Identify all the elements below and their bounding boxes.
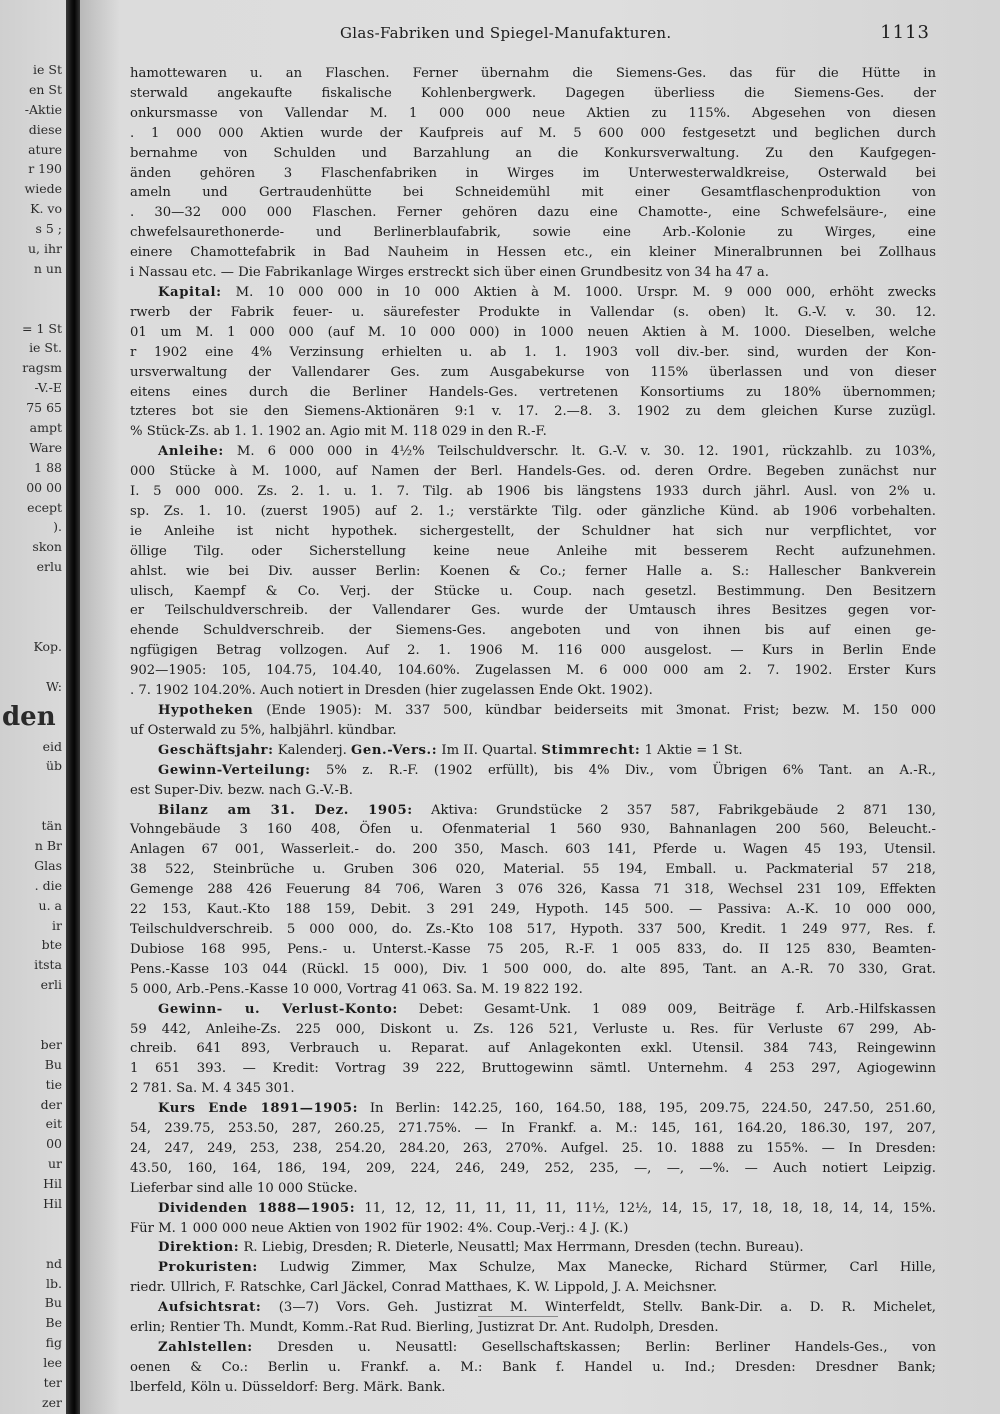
fragment-line: diese bbox=[28, 121, 62, 137]
text-run: lberfeld, Köln u. Düsseldorf: Berg. Märk. Bank. bbox=[130, 1379, 446, 1395]
text-run: 01 um M. 1 000 000 (auf M. 10 000 000) in 1000 neuen Aktien à M. 1000. Dieselben, welche bbox=[130, 324, 936, 340]
text-run: est Super-Div. bezw. nach G.-V.-B. bbox=[130, 782, 353, 798]
fragment-line bbox=[0, 279, 64, 299]
text-run: Dubiose 168 995, Pens.- u. Unterst.-Kasse 75 205, R.-F. 1 005 833, do. II 125 830, Beamten- bbox=[130, 941, 936, 957]
text-run: i Nassau etc. — Die Fabrikanlage Wirges erstreckt sich über einen Grundbesitz von 34 ha 47 a. bbox=[130, 265, 769, 281]
section-heading: Dividenden 1888—1905: bbox=[158, 1200, 356, 1216]
text-line bbox=[130, 164, 936, 184]
text-line bbox=[130, 1199, 936, 1219]
text-line bbox=[130, 502, 936, 522]
text-run: . 30—32 000 000 Flaschen. Ferner gehören dazu eine Chamotte-, eine Schwefelsäure-, eine bbox=[130, 205, 936, 221]
text-run: öllige Tilg. oder Sicherstellung keine neue Anleihe mit besserem Recht aufzunehmen. bbox=[130, 543, 936, 559]
text-run: 59 442, Anleihe-Zs. 225 000, Diskont u. Zs. 126 521, Verluste u. Res. für Verluste 67 299, Ab- bbox=[130, 1021, 936, 1037]
text-run: änden gehören 3 Flaschenfabriken in Wirges im Unterwesterwaldkreise, Osterwald bei bbox=[130, 165, 936, 181]
text-line bbox=[130, 1119, 936, 1139]
fragment-line bbox=[0, 796, 64, 816]
text-line bbox=[130, 84, 936, 104]
fragment-line: u. a bbox=[38, 897, 62, 913]
fragment-line bbox=[0, 577, 64, 597]
text-run: 5 000, Arb.-Pens.-Kasse 10 000, Vortrag 41 063. Sa. M. 19 822 192. bbox=[130, 981, 583, 997]
fragment-line: Hil bbox=[43, 1195, 62, 1211]
text-run: ameln und Gertraudenhütte bei Schneidemühl mit einer Gesamtflaschenproduktion von bbox=[130, 185, 936, 201]
text-run: erlin; Rentier Th. Mundt, Komm.-Rat Rud. Bierling, Justizrat Dr. Ant. Rudolph, Dresden. bbox=[130, 1320, 719, 1336]
text-line bbox=[130, 960, 936, 980]
book-gutter bbox=[66, 0, 80, 1414]
fragment-line: = 1 St bbox=[22, 320, 62, 336]
text-run: uf Osterwald zu 5%, halbjährl. kündbar. bbox=[130, 722, 397, 738]
fragment-line: den bbox=[2, 701, 56, 732]
text-line bbox=[130, 1378, 936, 1398]
fragment-line: ecept bbox=[27, 499, 62, 515]
fragment-line: erlu bbox=[36, 559, 62, 575]
running-title: Glas-Fabriken und Spiegel-Manufakturen. bbox=[340, 24, 672, 42]
fragment-line: 75 65 bbox=[26, 400, 62, 416]
text-line bbox=[130, 1238, 936, 1258]
text-line bbox=[130, 64, 936, 84]
text-line bbox=[130, 263, 936, 283]
text-line bbox=[130, 1099, 936, 1119]
page-header bbox=[130, 22, 930, 48]
fragment-line: eid bbox=[42, 738, 62, 754]
text-run: Teilschuldverschreib. 5 000 000, do. Zs.-Kto 108 517, Hypoth. 337 500, Kredit. 1 249 977, Res. f. bbox=[130, 921, 936, 937]
fragment-line bbox=[0, 597, 64, 617]
text-run: ehende Schuldverschreib. der Siemens-Ges. angeboten und von ihnen bis auf einen ge- bbox=[130, 623, 936, 639]
fragment-line: Kop. bbox=[33, 638, 62, 654]
text-line bbox=[130, 1338, 936, 1358]
text-run: Vohngebäude 3 160 408, Öfen u. Ofenmaterial 1 560 930, Bahnanlagen 200 560, Beleucht.- bbox=[130, 822, 936, 838]
text-line bbox=[130, 1159, 936, 1179]
page-number: 1113 bbox=[880, 22, 930, 43]
text-line bbox=[130, 801, 936, 821]
text-run: 43.50, 160, 164, 186, 194, 209, 224, 246, 249, 252, 235, —, —, —%. — Auch notiert Leipzig. bbox=[130, 1160, 936, 1176]
text-run: ngfügigen Betrag vollzogen. Auf 2. 1. 1906 M. 116 000 ausgelost. — Kurs in Berlin Ende bbox=[130, 643, 936, 659]
text-line bbox=[130, 721, 936, 741]
text-line bbox=[130, 840, 936, 860]
text-line bbox=[130, 323, 936, 343]
fragment-line bbox=[0, 657, 64, 677]
fragment-line: ur bbox=[47, 1156, 62, 1172]
text-run: 1 Aktie = 1 St. bbox=[640, 742, 743, 758]
fragment-line bbox=[0, 1214, 64, 1234]
section-heading: Prokuristen: bbox=[158, 1260, 258, 1276]
text-run: chwefelsaurethonerde- und Berlinerblaufabrik, sowie eine Arb.-Kolonie zu Wirges, eine bbox=[130, 225, 936, 241]
section-heading: Stimmrecht: bbox=[541, 742, 641, 758]
text-line bbox=[130, 1059, 936, 1079]
text-line bbox=[130, 601, 936, 621]
fragment-line: Bu bbox=[44, 1295, 62, 1311]
fragment-line: -V.-E bbox=[34, 380, 62, 396]
text-run: Aktiva: Grundstücke 2 357 587, Fabrikgebäude 2 871 130, bbox=[430, 802, 936, 818]
text-line bbox=[130, 980, 936, 1000]
text-line bbox=[130, 343, 936, 363]
text-run: sterwald angekaufte fiskalische Kohlenbergwerk. Dagegen überliess die Siemens-Ges. der bbox=[130, 85, 936, 101]
text-run: . 7. 1902 104.20%. Auch notiert in Dresden (hier zugelassen Ende Okt. 1902). bbox=[130, 683, 653, 699]
fragment-line: erli bbox=[40, 977, 62, 993]
fragment-line: fig bbox=[45, 1335, 62, 1351]
text-run: (Ende 1905): M. 337 500, kündbar beiderseits mit 3monat. Frist; bezw. M. 150 000 bbox=[266, 703, 937, 718]
fragment-line bbox=[0, 1015, 64, 1035]
text-run: 24, 247, 249, 253, 238, 254.20, 284.20, 263, 270%. Aufgel. 25. 10. 1888 zu 155%. — In Dresden: bbox=[130, 1140, 936, 1156]
text-run: ursverwaltung der Vallendarer Ges. zum Ausgabekurse von 115% überlassen und von dieser bbox=[130, 364, 936, 380]
text-line bbox=[130, 203, 936, 223]
text-line bbox=[130, 1079, 936, 1099]
section-heading: Anleihe: bbox=[158, 444, 224, 460]
text-run: Kalenderj. bbox=[273, 742, 352, 758]
text-run: Lieferbar sind alle 10 000 Stücke. bbox=[130, 1180, 358, 1196]
text-run: 902—1905: 105, 104.75, 104.40, 104.60%. Zugelassen M. 6 000 000 am 2. 7. 1902. Erster Kurs bbox=[130, 663, 936, 679]
text-line bbox=[130, 124, 936, 144]
fragment-line: Glas bbox=[34, 857, 62, 873]
text-run: oenen & Co.: Berlin u. Frankf. a. M.: Bank f. Handel u. Ind.; Dresden: Dresdner Bank; bbox=[130, 1359, 936, 1375]
text-run: rwerb der Fabrik feuer- u. säurefester Produkte in Vallendar (s. oben) lt. G.-V. v. 30. 12. bbox=[130, 304, 936, 320]
fragment-line bbox=[0, 776, 64, 796]
fragment-line: Be bbox=[45, 1315, 62, 1331]
text-line bbox=[130, 1358, 936, 1378]
text-line bbox=[130, 402, 936, 422]
text-run: M. 10 000 000 in 10 000 Aktien à M. 1000. Urspr. M. 9 000 000, erhöht zwecks bbox=[235, 284, 936, 300]
text-line bbox=[130, 681, 936, 701]
fragment-line bbox=[0, 1234, 64, 1254]
text-line bbox=[130, 1020, 936, 1040]
text-run: hamottewaren u. an Flaschen. Ferner übernahm die Siemens-Ges. das für die Hütte in bbox=[130, 66, 936, 81]
section-heading: Aufsichtsrat: bbox=[158, 1300, 262, 1316]
text-line bbox=[130, 582, 936, 602]
text-run: sp. Zs. 1. 10. (zuerst 1905) auf 2. 1.; verstärkte Tilg. oder gänzliche Künd. ab 1906 vorbehalten. bbox=[130, 503, 936, 519]
section-heading: Kapital: bbox=[158, 284, 222, 300]
text-line bbox=[130, 422, 936, 442]
fragment-line: wiede bbox=[24, 181, 62, 197]
text-run: 22 153, Kaut.-Kto 188 159, Debit. 3 291 249, Hypoth. 145 500. — Passiva: A.-K. 10 000 000, bbox=[130, 902, 936, 918]
fragment-line: bte bbox=[41, 937, 62, 953]
text-run: Gemenge 288 426 Feuerung 84 706, Waren 3 076 326, Kassa 71 318, Wechsel 231 109, Effekten bbox=[130, 882, 936, 898]
text-run: ulisch, Kaempf & Co. Verj. der Stücke u. Coup. nach gesetzl. Bestimmung. Den Besitzern bbox=[130, 583, 936, 599]
text-run: Im II. Quartal. bbox=[437, 742, 542, 758]
text-line bbox=[130, 781, 936, 801]
fragment-line: . die bbox=[34, 877, 62, 893]
text-run: 5% z. R.-F. (1902 erfüllt), bis 4% Div., vom Übrigen 6% Tant. an A.-R., bbox=[325, 762, 936, 778]
facing-page-fragment bbox=[0, 60, 64, 1410]
text-run: onkursmasse von Vallendar M. 1 000 000 neue Aktien zu 115%. Abgesehen von diesen bbox=[130, 105, 936, 121]
fragment-line: ie St bbox=[33, 62, 62, 77]
section-heading: Gewinn- u. Verlust-Konto: bbox=[158, 1001, 398, 1017]
text-run: einere Chamottefabrik in Bad Nauheim in Hessen etc., ein kleiner Mineralbrunnen bei Zollhaus bbox=[130, 245, 936, 261]
section-heading: Zahlstellen: bbox=[158, 1340, 253, 1355]
fragment-line bbox=[0, 617, 64, 637]
text-line bbox=[130, 383, 936, 403]
text-run: 38 522, Steinbrüche u. Gruben 306 020, Material. 55 194, Emball. u. Packmaterial 57 218, bbox=[130, 862, 936, 878]
text-run: 000 Stücke à M. 1000, auf Namen der Berl. Handels-Ges. od. deren Ordre. Begeben zunächst nur bbox=[130, 464, 936, 480]
fragment-line: ie St. bbox=[29, 340, 62, 356]
text-line bbox=[130, 661, 936, 681]
text-line bbox=[130, 1179, 936, 1199]
fragment-line: 1 88 bbox=[34, 459, 62, 475]
text-line bbox=[130, 104, 936, 124]
fragment-line: n Br bbox=[34, 837, 62, 853]
text-line bbox=[130, 741, 936, 761]
text-run: bernahme von Schulden und Barzahlung an die Konkursverwaltung. Zu den Kaufgegen- bbox=[130, 145, 936, 161]
fragment-line: ampt bbox=[29, 420, 62, 436]
fragment-line: nd bbox=[45, 1255, 62, 1271]
text-line bbox=[130, 1278, 936, 1298]
text-line bbox=[130, 462, 936, 482]
fragment-line bbox=[0, 299, 64, 319]
text-line bbox=[130, 243, 936, 263]
text-run: . 1 000 000 Aktien wurde der Kaufpreis auf M. 5 600 000 festgesetzt und beglichen durch bbox=[130, 125, 936, 141]
text-line bbox=[130, 820, 936, 840]
text-line bbox=[130, 860, 936, 880]
fragment-line: 00 00 bbox=[26, 479, 62, 495]
text-line bbox=[130, 880, 936, 900]
text-run: tzteres bot sie den Siemens-Aktionären 9:1 v. 17. 2.—8. 3. 1902 zu dem gleichen Kurse zuzügl. bbox=[130, 404, 936, 420]
text-line bbox=[130, 183, 936, 203]
text-line bbox=[130, 761, 936, 781]
section-heading: Gewinn-Verteilung: bbox=[158, 762, 311, 778]
text-run: M. 6 000 000 in 4½% Teilschuldverschr. lt. G.-V. v. 30. 12. 1901, rückzahlb. zu 103%, bbox=[236, 444, 936, 460]
fragment-line: lb. bbox=[46, 1275, 62, 1291]
section-heading: Gen.-Vers.: bbox=[351, 742, 438, 758]
fragment-line: ragsm bbox=[22, 360, 62, 376]
fragment-line: Bu bbox=[44, 1056, 62, 1072]
fragment-line bbox=[0, 995, 64, 1015]
text-run: Für M. 1 000 000 neue Aktien von 1902 für 1902: 4%. Coup.-Verj.: 4 J. (K.) bbox=[130, 1220, 629, 1236]
section-heading: Geschäftsjahr: bbox=[158, 742, 274, 758]
text-line bbox=[130, 1258, 936, 1278]
text-run: Anlagen 67 001, Wasserleit.- do. 200 350, Masch. 603 141, Pferde u. Wagen 45 193, Utensil. bbox=[130, 842, 936, 858]
text-run: R. Liebig, Dresden; R. Dieterle, Neusattl; Max Herrmann, Dresden (techn. Bureau). bbox=[243, 1240, 804, 1256]
text-run: I. 5 000 000. Zs. 2. 1. u. 1. 7. Tilg. ab 1906 bis längstens 1933 durch jährl. Ausl. von 2% u. bbox=[130, 484, 936, 500]
text-line bbox=[130, 900, 936, 920]
text-line bbox=[130, 940, 936, 960]
text-run: Debet: Gesamt-Unk. 1 089 009, Beiträge f. Arb.-Hilfskassen bbox=[418, 1001, 936, 1017]
fragment-line: tie bbox=[45, 1076, 62, 1092]
fragment-line: en St bbox=[28, 81, 62, 97]
section-heading: Hypotheken bbox=[158, 703, 254, 718]
fragment-line: zer bbox=[42, 1394, 62, 1410]
fragment-line: skon bbox=[32, 539, 62, 555]
text-run: r 1902 eine 4% Verzinsung erhielten u. ab 1. 1. 1903 voll div.-ber. sind, wurden der Kon- bbox=[130, 344, 936, 360]
text-run: chreib. 641 893, Verbrauch u. Reparat. auf Anlagekonten exkl. Utensil. 384 743, Reingewinn bbox=[130, 1041, 936, 1057]
fragment-line: ). bbox=[53, 519, 62, 535]
fragment-line: ir bbox=[52, 917, 62, 933]
fragment-line: der bbox=[40, 1096, 62, 1112]
text-line bbox=[130, 1039, 936, 1059]
text-line bbox=[130, 641, 936, 661]
fragment-line: u, ihr bbox=[27, 241, 62, 257]
text-run: Pens.-Kasse 103 044 (Rückl. 15 000), Div. 1 500 000, do. alte 895, Tant. an A.-R. 70 330, Grat. bbox=[130, 961, 936, 977]
text-line bbox=[130, 1000, 936, 1020]
text-line bbox=[130, 1219, 936, 1239]
fragment-line: tän bbox=[41, 818, 62, 834]
fragment-line: üb bbox=[45, 758, 62, 774]
text-run: ie Anleihe ist nicht hypothek. sichergestellt, der Schuldner hat sich nur verpflichtet, vor bbox=[130, 523, 936, 539]
text-run: ahlst. wie bei Div. ausser Berlin: Koenen & Co.; ferner Halle a. S.: Hallescher Bankverein bbox=[130, 563, 936, 579]
fragment-line: 00 bbox=[46, 1136, 62, 1152]
text-line bbox=[130, 522, 936, 542]
fragment-line: itsta bbox=[34, 957, 62, 973]
text-line bbox=[130, 303, 936, 323]
text-run: 11, 12, 12, 11, 11, 11, 11, 11½, 12½, 14, 15, 17, 18, 18, 18, 14, 14, 15%. bbox=[364, 1200, 936, 1216]
text-line bbox=[130, 562, 936, 582]
fragment-line: lee bbox=[43, 1355, 62, 1371]
fragment-line: eit bbox=[45, 1116, 62, 1132]
section-heading: Bilanz am 31. Dez. 1905: bbox=[158, 802, 413, 818]
fragment-line: Ware bbox=[29, 439, 62, 455]
text-line bbox=[130, 701, 936, 721]
fragment-line: n un bbox=[33, 260, 62, 276]
fragment-line: ature bbox=[28, 141, 62, 157]
section-heading: Kurs Ende 1891—1905: bbox=[158, 1101, 359, 1117]
text-run: er Teilschuldverschreib. der Vallendarer Ges. wurde der Umtausch ihres Besitzes gegen vor- bbox=[130, 603, 936, 619]
fragment-line: r 190 bbox=[28, 161, 62, 177]
text-run: In Berlin: 142.25, 160, 164.50, 188, 195, 209.75, 224.50, 247.50, 251.60, bbox=[369, 1101, 936, 1117]
text-run: eitens eines durch die Berliner Handels-Ges. vertretenen Konsortiums zu 180% übernommen; bbox=[130, 384, 936, 400]
text-line bbox=[130, 223, 936, 243]
footer-rule bbox=[478, 1316, 558, 1317]
text-line bbox=[130, 482, 936, 502]
fragment-line: Hil bbox=[43, 1176, 62, 1192]
text-run: 2 781. Sa. M. 4 345 301. bbox=[130, 1081, 295, 1097]
text-line bbox=[130, 442, 936, 462]
fragment-line: -Aktie bbox=[24, 101, 62, 117]
text-line bbox=[130, 1318, 936, 1338]
section-heading: Direktion: bbox=[158, 1240, 240, 1256]
fragment-line: ber bbox=[40, 1036, 62, 1052]
text-run: Dresden u. Neusattl: Gesellschaftskassen; Berlin: Berliner Handels-Ges., von bbox=[277, 1340, 936, 1355]
fragment-line: ter bbox=[43, 1375, 62, 1390]
text-line bbox=[130, 283, 936, 303]
text-line bbox=[130, 920, 936, 940]
fragment-line: K. vo bbox=[30, 201, 62, 217]
fragment-line: W: bbox=[46, 678, 62, 694]
text-line bbox=[130, 621, 936, 641]
text-run: % Stück-Zs. ab 1. 1. 1902 an. Agio mit M. 118 029 in den R.-F. bbox=[130, 424, 547, 440]
text-run: 1 651 393. — Kredit: Vortrag 39 222, Bruttogewinn sämtl. Unternehm. 4 253 297, Agiogewinn bbox=[130, 1061, 936, 1077]
text-line bbox=[130, 542, 936, 562]
fragment-line: s 5 ; bbox=[35, 221, 62, 237]
text-line bbox=[130, 363, 936, 383]
text-run: 54, 239.75, 253.50, 287, 260.25, 271.75%. — In Frankf. a. M.: 145, 161, 164.20, 186.30, 197, 207, bbox=[130, 1121, 936, 1137]
gutter-shadow bbox=[80, 0, 120, 1414]
text-run: (3—7) Vors. Geh. Justizrat M. Winterfeldt, Stellv. Bank-Dir. a. D. R. Michelet, bbox=[278, 1300, 936, 1316]
text-run: Ludwig Zimmer, Max Schulze, Max Manecke, Richard Stürmer, Carl Hille, bbox=[279, 1260, 936, 1276]
company-entry-text bbox=[130, 64, 936, 1398]
text-line bbox=[130, 1139, 936, 1159]
text-line bbox=[130, 144, 936, 164]
text-run: riedr. Ullrich, F. Ratschke, Carl Jäckel, Conrad Matthaes, K. W. Lippold, J. A. Meichsner. bbox=[130, 1280, 718, 1296]
